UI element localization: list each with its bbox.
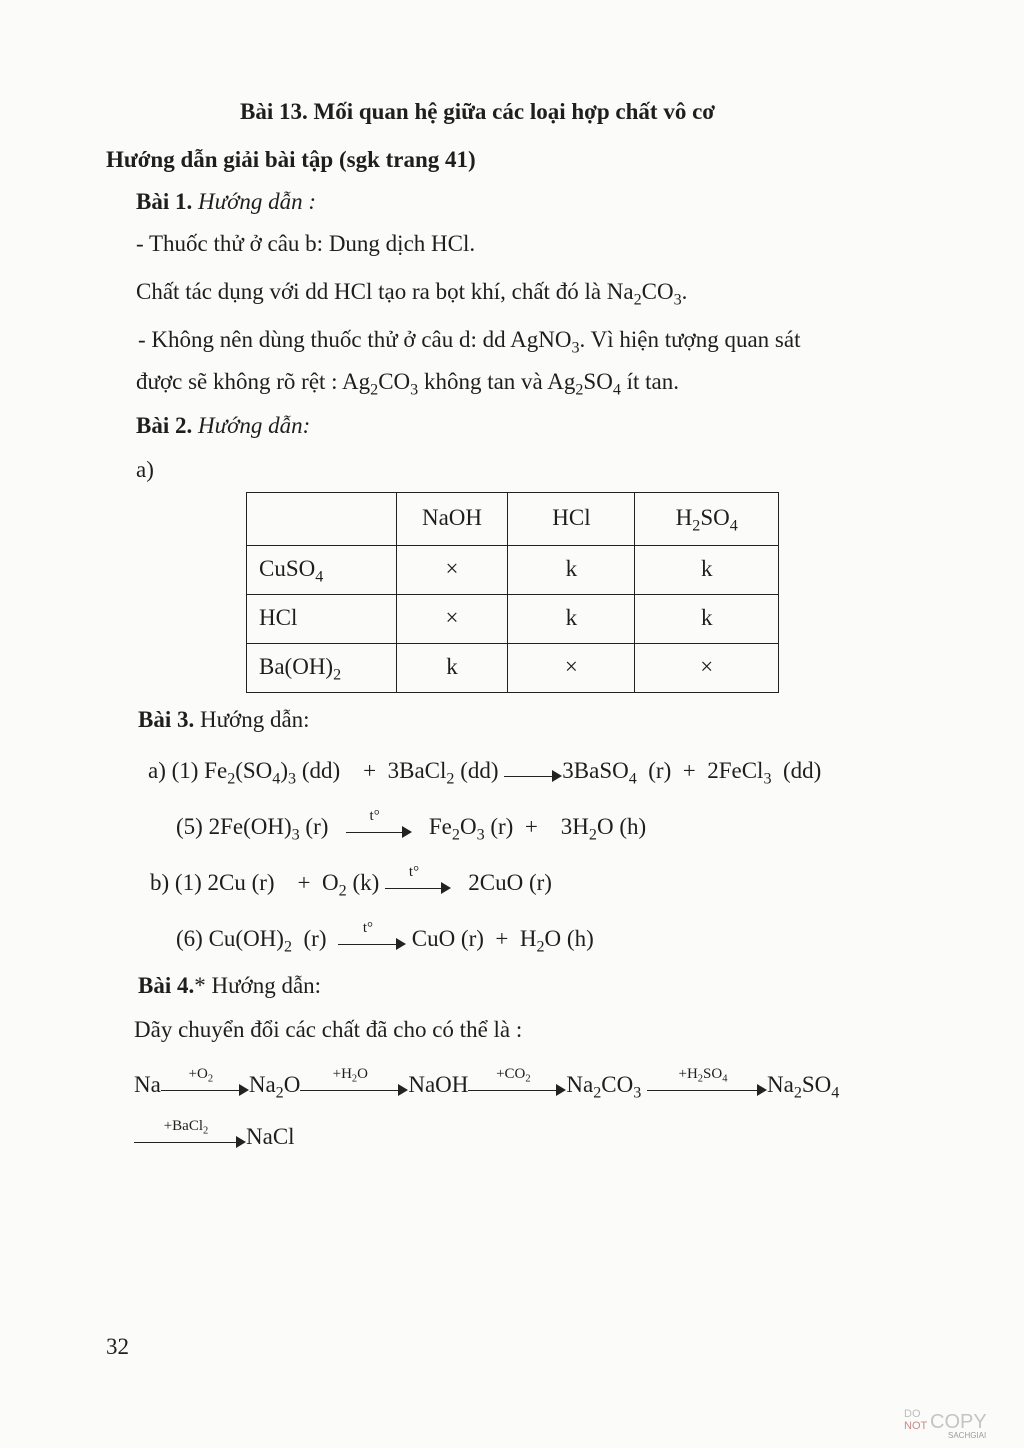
bai2-guide: Hướng dẫn: bbox=[197, 413, 311, 438]
table-cell: k bbox=[635, 546, 779, 595]
page-number: 32 bbox=[106, 1334, 129, 1359]
reaction-arrow bbox=[504, 760, 562, 786]
bai1-line1: - Thuốc thử ở câu b: Dung dịch HCl. bbox=[136, 231, 476, 256]
bai1-line2: Chất tác dụng với dd HCl tạo ra bọt khí, chất đó là $Na_2CO_3$. bbox=[136, 279, 688, 309]
bai1-line3: - Không nên dùng thuốc thử ở câu d: dd AgNO$_3$. Vì hiện tượng quan sát bbox=[138, 327, 801, 357]
svg-text:NOT: NOT bbox=[904, 1420, 928, 1432]
equation-3a-1: a) (1) $Fe_2(SO_4)_3$ (dd) + 3BaCl$_2$ (dd) 3BaSO$_4$ (r) + 2FeCl$_3$ (dd) bbox=[148, 758, 822, 788]
bai1-guide: Hướng dẫn : bbox=[197, 189, 317, 214]
section-subtitle: Hướng dẫn giải bài tập (sgk trang 41) bbox=[106, 147, 476, 172]
table-row bbox=[247, 595, 779, 644]
bai1-heading bbox=[136, 188, 316, 216]
table-header-row bbox=[247, 493, 779, 546]
svg-text:COPY: COPY bbox=[930, 1411, 987, 1433]
watermark-logo bbox=[902, 1404, 1008, 1440]
bai3-heading bbox=[138, 706, 310, 734]
bai1-line4: được sẽ không rõ rệt : $Ag_2CO_3$ không tan và $Ag_2SO_4$ ít tan. bbox=[136, 369, 679, 399]
table-cell: k bbox=[635, 595, 779, 644]
reaction-arrow: +BaCl$_2$ bbox=[134, 1126, 246, 1152]
reaction-arrow: t° bbox=[338, 928, 406, 954]
table-row-header: $Ba(OH)_2$ bbox=[247, 644, 397, 693]
table-header-cell: NaOH bbox=[396, 493, 508, 546]
table-cell: k bbox=[508, 595, 635, 644]
table-row bbox=[247, 644, 779, 693]
table-header-cell bbox=[247, 493, 397, 546]
reaction-arrow: $+H_2O$ bbox=[300, 1074, 408, 1100]
table-cell: × bbox=[396, 595, 508, 644]
conversion-chain: Na $+O_2$ $Na_2O$ $+H_2O$ NaOH $+CO_2$ $Na_2CO_3$ $+H_2SO_4$ $Na_2SO_4$ bbox=[134, 1065, 840, 1102]
bai4-heading bbox=[138, 972, 321, 1000]
table-header-cell: $H_2SO_4$ bbox=[635, 493, 779, 546]
bai3-label: Bài 3. bbox=[138, 707, 195, 732]
equation-3b-1: b) (1) 2Cu (r) + $O_2$ (k) t° 2CuO (r) bbox=[150, 863, 552, 900]
table-cell: × bbox=[396, 546, 508, 595]
bai3-guide: Hướng dẫn: bbox=[194, 707, 310, 732]
table-row bbox=[247, 546, 779, 595]
reaction-arrow: t° bbox=[346, 816, 412, 842]
bai2-label: Bài 2. bbox=[136, 413, 193, 438]
table-header-cell: HCl bbox=[508, 493, 635, 546]
equation-3b-6: (6) $Cu(OH)_2$ (r) t° CuO $(r) + H_2O$ (h) bbox=[176, 919, 594, 956]
conversion-chain-continued: +BaCl$_2$ NaCl bbox=[134, 1122, 295, 1152]
bai4-guide: * Hướng dẫn: bbox=[194, 973, 322, 998]
reaction-arrow: $+H_2SO_4$ bbox=[647, 1074, 767, 1100]
table-row-header: CuSO$_4$ bbox=[247, 546, 397, 595]
table-cell: k bbox=[508, 546, 635, 595]
bai4-intro: Dãy chuyển đổi các chất đã cho có thể là : bbox=[134, 1017, 523, 1042]
svg-text:DO: DO bbox=[904, 1408, 921, 1420]
copy-watermark-icon bbox=[902, 1404, 1008, 1440]
bai4-label: Bài 4. bbox=[138, 973, 195, 998]
equation-3a-5: (5) $2Fe(OH)_3$ (r) t° $Fe_2O_3$ (r) + $3H_2O$ (h) bbox=[176, 807, 647, 844]
page-title: Bài 13. Mối quan hệ giữa các loại hợp chất vô cơ bbox=[240, 99, 716, 124]
table-cell: k bbox=[396, 644, 508, 693]
bai2-part-a: a) bbox=[136, 457, 154, 482]
bai2-heading bbox=[136, 412, 310, 440]
table-cell: × bbox=[635, 644, 779, 693]
reaction-arrow: t° bbox=[385, 872, 451, 898]
reaction-arrow: $+CO_2$ bbox=[468, 1074, 566, 1100]
reaction-arrow: $+O_2$ bbox=[161, 1074, 249, 1100]
table-cell: × bbox=[508, 644, 635, 693]
table-row-header: HCl bbox=[247, 595, 397, 644]
bai1-label: Bài 1. bbox=[136, 189, 193, 214]
reaction-table bbox=[246, 492, 779, 693]
svg-text:SACHGIAI: SACHGIAI bbox=[948, 1431, 987, 1440]
